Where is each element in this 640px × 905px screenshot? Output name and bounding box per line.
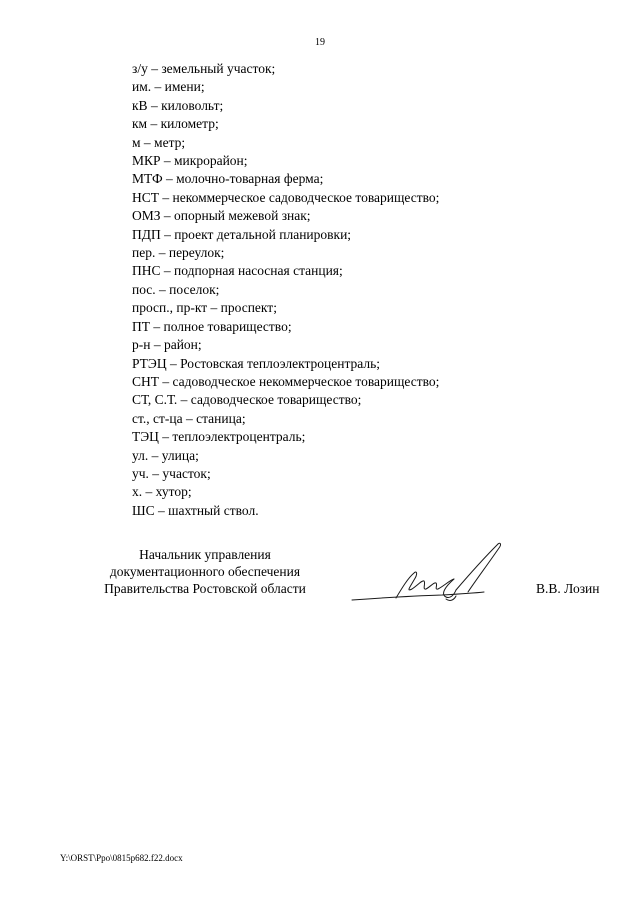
list-item: м – метр; [132, 134, 186, 150]
list-item: ПДП – проект детальной планировки; [132, 226, 352, 242]
list-item: НСТ – некоммерческое садоводческое товарищество; [132, 189, 440, 205]
list-item: ПТ – полное товарищество; [132, 318, 292, 334]
list-item: пер. – переулок; [132, 245, 225, 261]
page-number: 19 [315, 37, 325, 48]
signatory-title-line: Начальник управления [139, 547, 271, 562]
handwritten-signature [350, 540, 510, 606]
list-item: пос. – поселок; [132, 281, 220, 297]
list-item: уч. – участок; [132, 465, 211, 481]
signatory-title-line: Правительства Ростовской области [104, 581, 306, 596]
file-path-footer: Y:\ORST\Ppo\0815p682.f22.docx [60, 853, 183, 863]
list-item: кВ – киловольт; [132, 97, 224, 113]
list-item: ОМЗ – опорный межевой знак; [132, 208, 311, 224]
list-item: ШС – шахтный ствол. [132, 502, 259, 518]
list-item: СНТ – садоводческое некоммерческое товарищество; [132, 373, 440, 389]
list-item: ул. – улица; [132, 447, 199, 463]
list-item: р-н – район; [132, 337, 202, 353]
list-item: ПНС – подпорная насосная станция; [132, 263, 343, 279]
list-item: з/у – земельный участок; [132, 61, 276, 76]
signatory-position [80, 546, 330, 597]
list-item: х. – хутор; [132, 484, 192, 500]
abbreviation-list [132, 60, 439, 520]
list-item: МТФ – молочно-товарная ферма; [132, 171, 324, 187]
list-item: им. – имени; [132, 79, 205, 95]
list-item: просп., пр-кт – проспект; [132, 300, 277, 316]
list-item: РТЭЦ – Ростовская теплоэлектроцентраль; [132, 355, 381, 371]
list-item: СТ, С.Т. – садоводческое товарищество; [132, 392, 362, 408]
list-item: МКР – микрорайон; [132, 153, 248, 169]
list-item: ТЭЦ – теплоэлектроцентраль; [132, 429, 306, 445]
signatory-title-line: документационного обеспечения [109, 564, 301, 579]
list-item: км – километр; [132, 116, 219, 132]
signatory-name: В.В. Лозин [536, 581, 600, 596]
list-item: ст., ст-ца – станица; [132, 410, 246, 426]
